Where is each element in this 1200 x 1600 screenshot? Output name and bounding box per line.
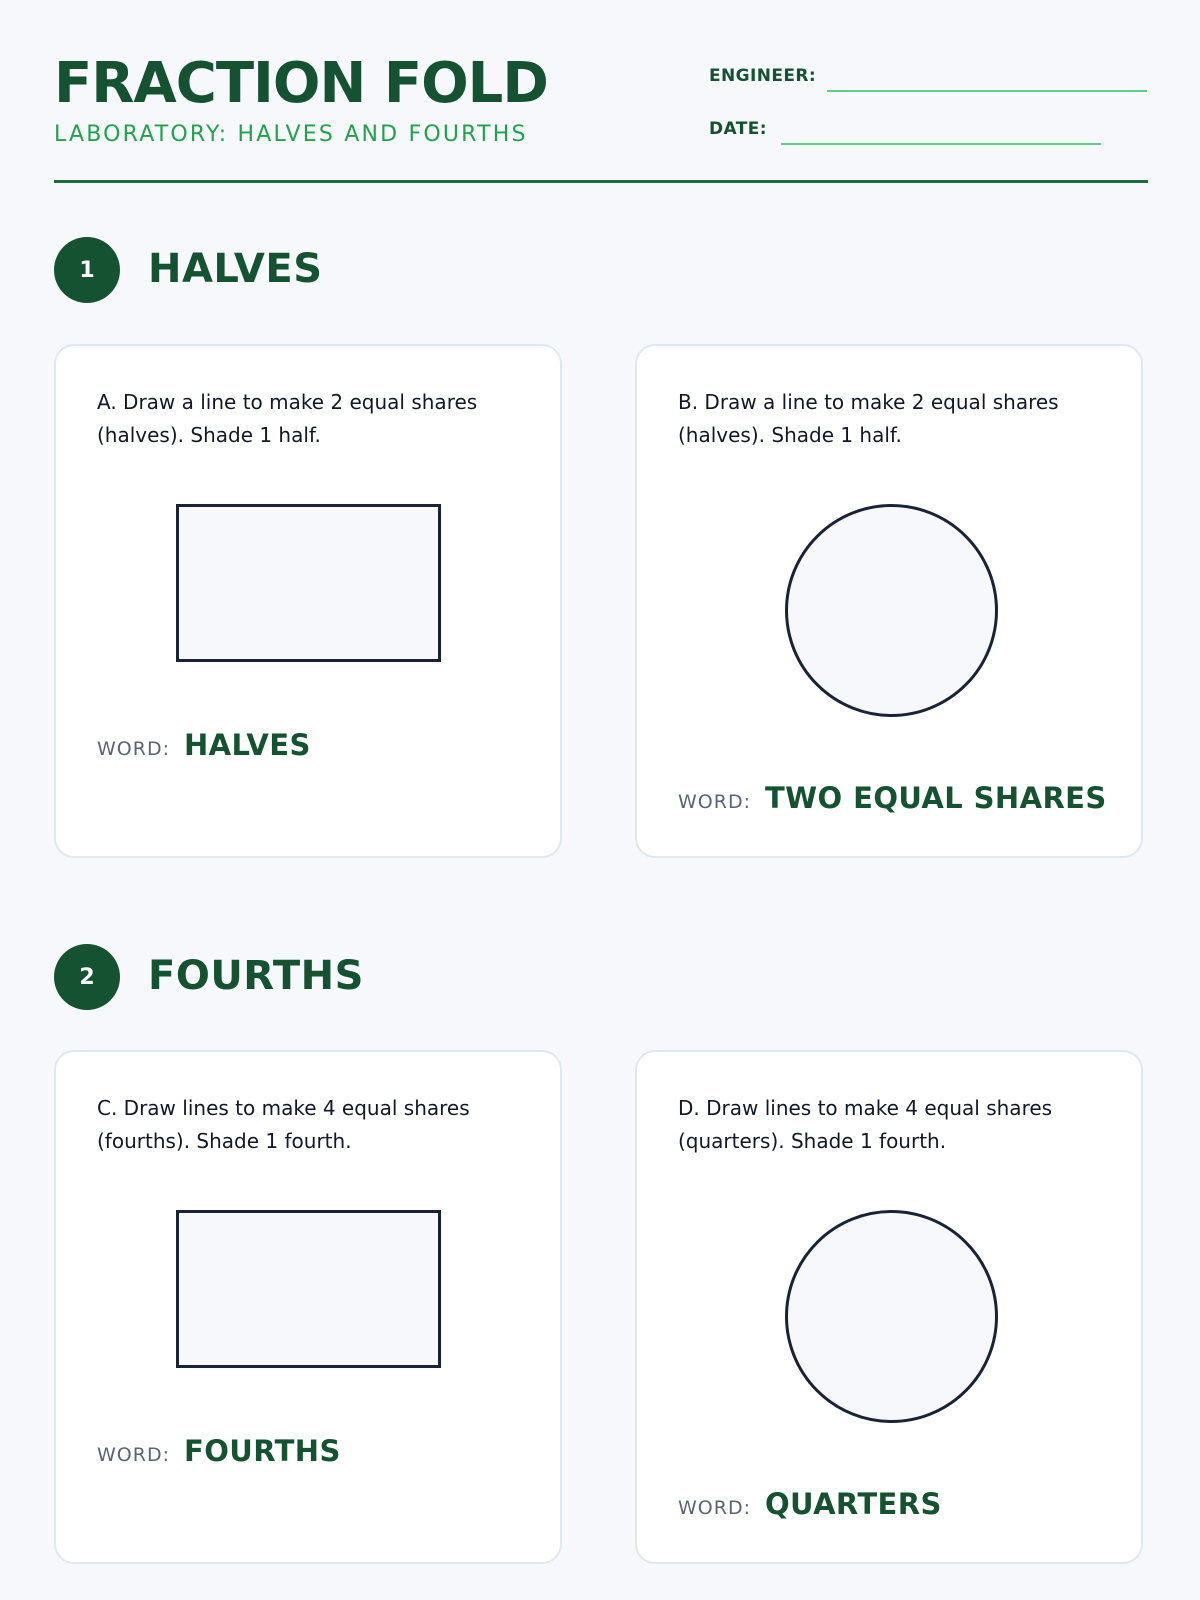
card-prompt: B. Draw a line to make 2 equal shares (halves). Shade 1 half.	[678, 390, 1059, 447]
card-prompt: D. Draw lines to make 4 equal shares (quarters). Shade 1 fourth.	[678, 1096, 1053, 1153]
rectangle-shape[interactable]	[176, 1210, 441, 1368]
word-value: QUARTERS	[764, 1487, 942, 1521]
section-title: FOURTHS	[148, 953, 364, 999]
circle-shape[interactable]	[785, 1210, 998, 1423]
engineer-input-line[interactable]	[827, 90, 1147, 92]
header-divider	[54, 180, 1148, 183]
card-prompt: A. Draw a line to make 2 equal shares (halves). Shade 1 half.	[97, 390, 478, 447]
word-row	[97, 1434, 341, 1468]
word-row	[678, 781, 1107, 815]
word-value: FOURTHS	[183, 1434, 341, 1468]
section-title: HALVES	[148, 246, 323, 292]
engineer-field	[709, 66, 1149, 96]
word-row	[97, 728, 311, 762]
word-value: TWO EQUAL SHARES	[764, 781, 1107, 815]
date-input-line[interactable]	[781, 143, 1101, 145]
card-b	[635, 344, 1143, 858]
date-label: DATE:	[709, 119, 767, 139]
card-prompt: C. Draw lines to make 4 equal shares (fourths). Shade 1 fourth.	[97, 1096, 470, 1153]
word-value: HALVES	[183, 728, 311, 762]
worksheet-title: FRACTION FOLD	[54, 51, 548, 116]
card-c	[54, 1050, 562, 1564]
rectangle-shape[interactable]	[176, 504, 441, 662]
engineer-label: ENGINEER:	[709, 66, 817, 86]
section-number-badge: 2	[54, 944, 120, 1010]
date-field	[709, 119, 1149, 149]
card-d	[635, 1050, 1143, 1564]
word-row	[678, 1487, 942, 1521]
section-fourths-heading	[54, 944, 654, 1010]
section-halves-heading	[54, 237, 654, 303]
word-label: WORD:	[97, 1444, 170, 1466]
section-number-badge: 1	[54, 237, 120, 303]
word-label: WORD:	[678, 791, 751, 813]
worksheet-subtitle: LABORATORY: HALVES AND FOURTHS	[54, 122, 528, 147]
word-label: WORD:	[678, 1497, 751, 1519]
circle-shape[interactable]	[785, 504, 998, 717]
word-label: WORD:	[97, 738, 170, 760]
card-a	[54, 344, 562, 858]
worksheet-header	[54, 51, 1148, 184]
